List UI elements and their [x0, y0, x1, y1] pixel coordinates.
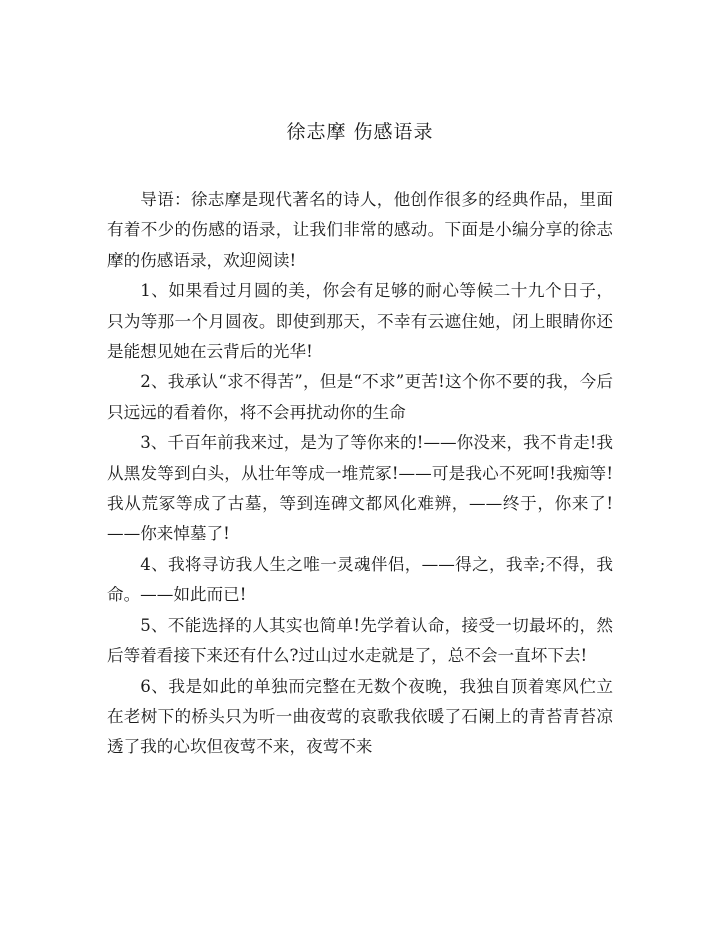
- quote-paragraph-6: 6、我是如此的单独而完整在无数个夜晚，我独自顶着寒风伫立在老树下的桥头只为听一曲夜莺的哀歌我依暖了石阑上的青苔青苔凉透了我的心坎但夜莺不来，夜莺不来: [107, 676, 613, 757]
- quote-paragraph-3: 3、千百年前我来过，是为了等你来的!——你没来，我不肯走!我从黑发等到白头，从壮年等成一堆荒冢!——可是我心不死呵!我痴等!我从荒冢等成了古墓，等到连碑文都风化难辨，——终于，你来了!——你来悼墓了!: [107, 433, 613, 544]
- document-title: 徐志摩 伤感语录: [286, 121, 434, 143]
- quote-paragraph-5: 5、不能选择的人其实也简单!先学着认命，接受一切最坏的，然后等着看接下来还有什么?过山过水走就是了，总不会一直坏下去!: [107, 615, 613, 666]
- quote-paragraph-2: 2、我承认“求不得苦”，但是“不求”更苦!这个你不要的我，今后只远远的看着你，将不会再扰动你的生命: [107, 372, 613, 422]
- document-body: [107, 185, 613, 763]
- quote-paragraph-4: 4、我将寻访我人生之唯一灵魂伴侣，——得之，我幸;不得，我命。——如此而已!: [107, 554, 613, 605]
- quote-paragraph-1: 1、如果看过月圆的美，你会有足够的耐心等候二十九个日子，只为等那一个月圆夜。即使到那天，不幸有云遮住她，闭上眼睛你还是能想见她在云背后的光华!: [107, 281, 613, 362]
- intro-paragraph: 导语：徐志摩是现代著名的诗人，他创作很多的经典作品，里面有着不少的伤感的语录，让我们非常的感动。下面是小编分享的徐志摩的伤感语录，欢迎阅读!: [107, 190, 613, 270]
